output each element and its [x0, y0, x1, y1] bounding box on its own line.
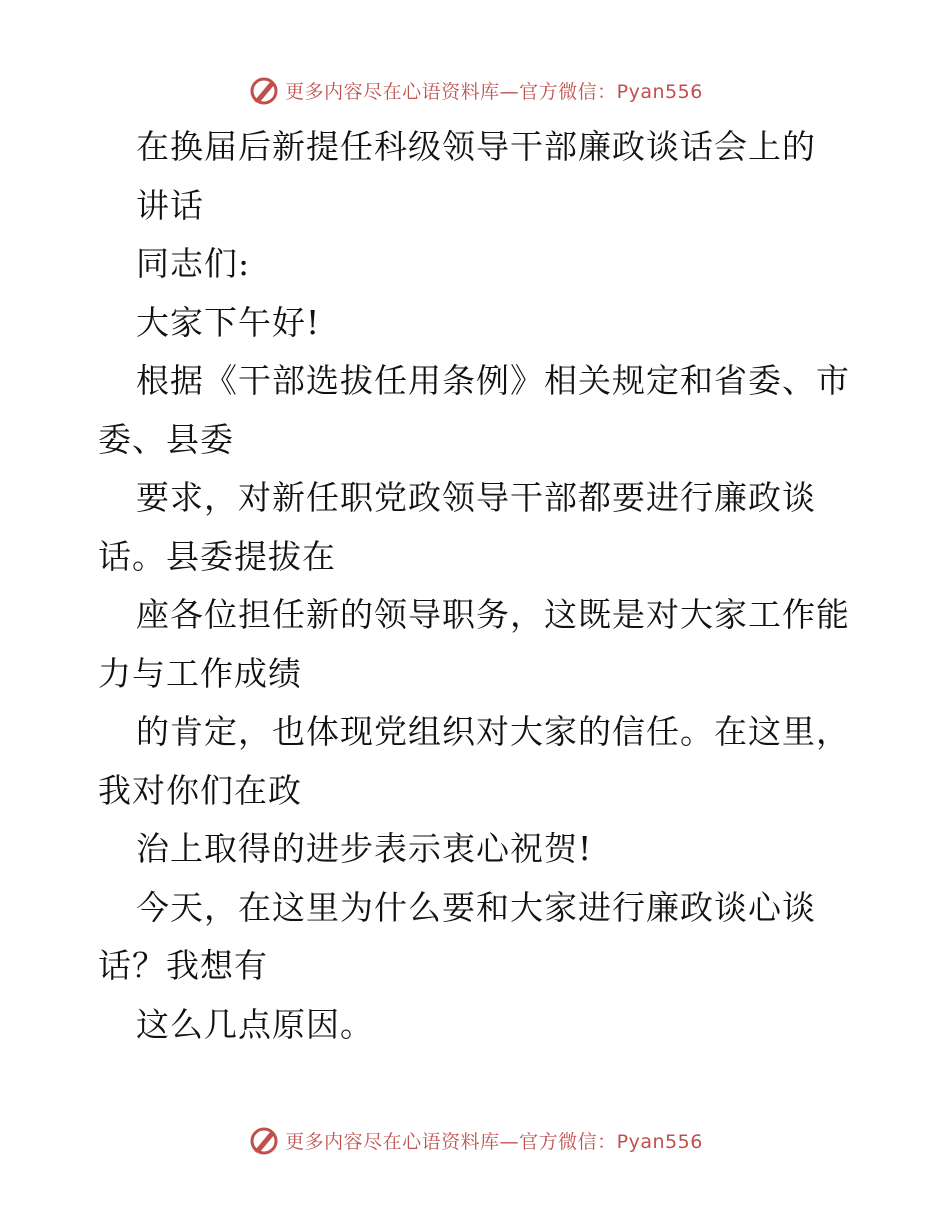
banner-text: 更多内容尽在心语资料库—官方微信：Pyan556	[285, 80, 703, 103]
text-line: 大家下午好!	[136, 302, 321, 342]
text-line: 这么几点原因。	[136, 1004, 374, 1044]
text-line: 在换届后新提任科级领导干部廉政谈话会上的	[136, 127, 816, 166]
pen-circle-logo-icon	[247, 73, 281, 107]
text-line: 话。县委提拔在	[98, 536, 336, 576]
text-line: 我对你们在政	[98, 770, 302, 810]
text-line: 今天，在这里为什么要和大家进行廉政谈心谈	[136, 887, 816, 927]
pen-circle-logo-icon	[247, 1123, 281, 1157]
text-line: 座各位担任新的领导职务，这既是对大家工作能	[136, 595, 850, 634]
text-line: 同志们:	[136, 244, 251, 283]
text-line: 讲话	[136, 185, 204, 225]
text-line: 力与工作成绩	[98, 653, 302, 693]
banner-text: 更多内容尽在心语资料库—官方微信：Pyan556	[285, 1130, 703, 1153]
text-line: 要求，对新任职党政领导干部都要进行廉政谈	[136, 478, 816, 517]
text-line: 委、县委	[98, 419, 234, 459]
text-line: 的肯定，也体现党组织对大家的信任。在这里，	[136, 712, 850, 751]
text-line: 根据《干部选拔任用条例》相关规定和省委、市	[136, 361, 850, 400]
document-body	[98, 118, 858, 1054]
footer-banner	[0, 1120, 950, 1160]
header-banner	[0, 70, 950, 110]
text-line: 话？我想有	[98, 946, 268, 985]
text-line: 治上取得的进步表示衷心祝贺!	[136, 829, 593, 868]
